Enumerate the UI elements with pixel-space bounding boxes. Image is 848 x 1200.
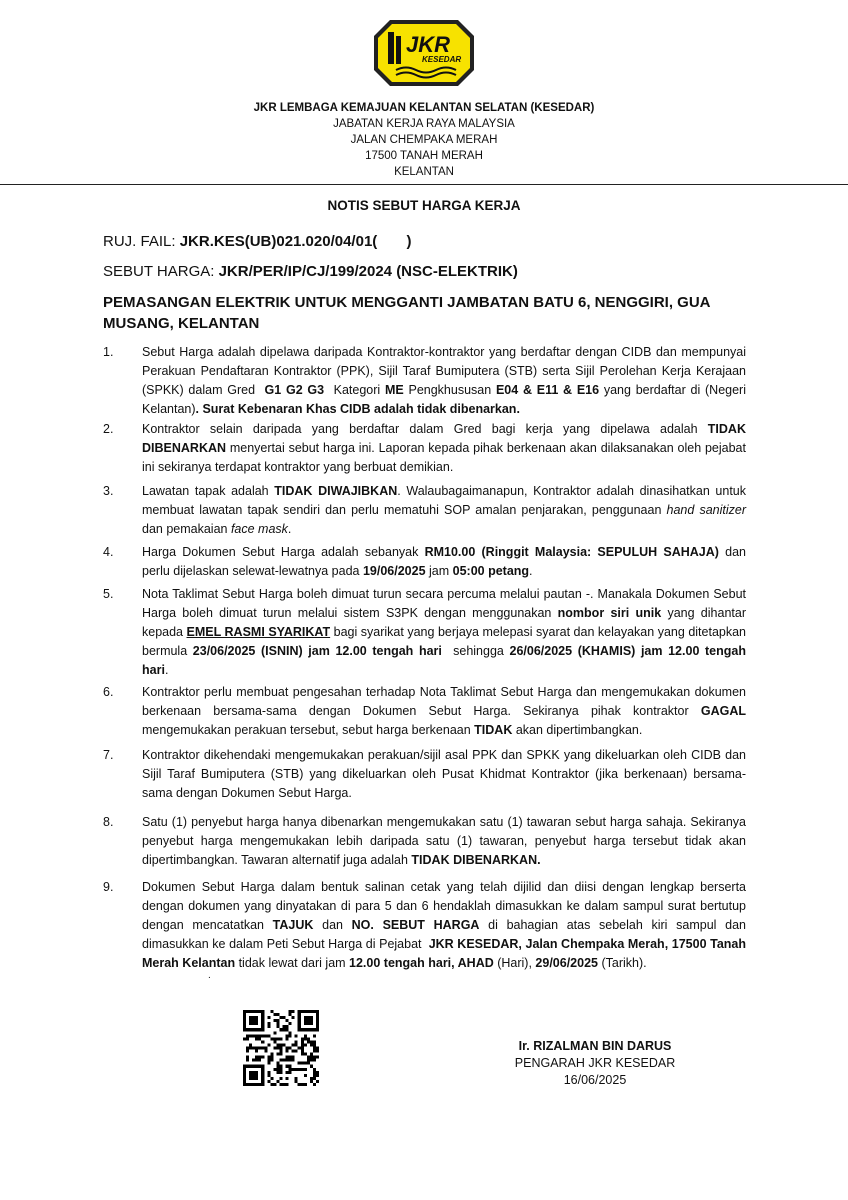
item-number: 1. [103, 345, 114, 359]
item-number: 6. [103, 685, 114, 699]
ref-file-value: JKR.KES(UB)021.020/04/01( ) [179, 233, 412, 250]
item-number: 5. [103, 587, 114, 601]
header-line5: KELANTAN [394, 166, 454, 178]
ref-quote-label: SEBUT HARGA: [103, 263, 219, 280]
item-number: 9. [103, 880, 114, 894]
header-address [0, 100, 848, 180]
item-text: Dokumen Sebut Harga dalam bentuk salinan cetak yang telah dijilid dan diisi dengan lengkap berserta dengan dokumen yang dinyatakan di para 5 dan 6 hendaklah dimasukkan ke dalam sampul surat bertutup dengan mencatatkan TAJUK dan NO. SEBUT HARGA di bahagian atas sebelah kiri sampul dan dimasukkan ke dalam Peti Sebut Harga di Pejabat JKR KESEDAR, Jalan Chempaka Merah, 17500 Tanah Merah Kelantan tidak lewat dari jam 12.00 tengah hari, AHAD (Hari), 29/06/2025 (Tarikh). [142, 880, 750, 970]
qr-code[interactable] [243, 1010, 319, 1086]
item-number: 8. [103, 815, 114, 829]
item-text: Kontraktor selain daripada yang berdaftar dalam Gred bagi kerja yang dipelawa adalah TIDAK DIBENARKAN menyertai sebut harga ini. Laporan kepada pihak berkenaan akan dilaksanakan oleh pejabat ini sekiranya terdapat kontraktor yang berbuat demikian. [142, 422, 746, 474]
item-text: Harga Dokumen Sebut Harga adalah sebanyak RM10.00 (Ringgit Malaysia: SEPULUH SAHAJA) dan perlu dijelaskan selewat-lewatnya pada 19/06/2025 jam 05:00 petang. [142, 545, 746, 578]
project-title: PEMASANGAN ELEKTRIK UNTUK MENGGANTI JAMBATAN BATU 6, NENGGIRI, GUA MUSANG, KELANTAN [103, 294, 710, 332]
item-number: 3. [103, 484, 114, 498]
ref-quote-value: JKR/PER/IP/CJ/199/2024 (NSC-ELEKTRIK) [218, 263, 518, 280]
notice-title: NOTIS SEBUT HARGA KERJA [327, 198, 521, 213]
logo-text-sub: KESEDAR [422, 55, 462, 64]
logo-text-main: JKR [406, 32, 451, 57]
ref-file-label: RUJ. FAIL: [103, 233, 180, 250]
signature-date: 16/06/2025 [563, 1073, 627, 1087]
ref-file [103, 233, 411, 250]
item-number: 2. [103, 422, 114, 436]
item-text: Lawatan tapak adalah TIDAK DIWAJIBKAN. Walaubagaimanapun, Kontraktor adalah dinasihatkan untuk membuat lawatan tapak sendiri dan perlu mematuhi SOP amalan penjarakan, penggunaan hand sanitizer dan pemakaian face mask. [142, 484, 747, 536]
item-text: Kontraktor dikehendaki mengemukakan perakuan/sijil asal PPK dan SPKK yang dikeluarkan oleh CIDB dan Sijil Taraf Bumiputera (STB) yang dikeluarkan oleh Pusat Khidmat Kontraktor (jika berkenaan) bersama-sama dengan Dokumen Sebut Harga. [142, 748, 746, 800]
trailing-dot: . [208, 970, 211, 981]
header-org: JKR LEMBAGA KEMAJUAN KELANTAN SELATAN (KESEDAR) [253, 102, 595, 114]
jkr-kesedar-logo [372, 18, 476, 88]
header-line4: 17500 TANAH MERAH [365, 150, 483, 162]
item-number: 7. [103, 748, 114, 762]
signature-block [470, 1038, 720, 1089]
ref-quote [103, 263, 518, 280]
signatory-position: PENGARAH JKR KESEDAR [514, 1056, 676, 1070]
signatory-name: Ir. RIZALMAN BIN DARUS [518, 1039, 672, 1053]
header-line3: JALAN CHEMPAKA MERAH [350, 134, 498, 146]
item-text: Kontraktor perlu membuat pengesahan terhadap Nota Taklimat Sebut Harga dan mengemukakan dokumen berkenaan bersama-sama dengan Dokumen Sebut Harga. Sekiranya pihak kontraktor GAGAL mengemukakan perakuan tersebut, sebut harga berkenaan TIDAK akan dipertimbangkan. [142, 685, 746, 737]
header-divider [0, 184, 848, 185]
item-text: Sebut Harga adalah dipelawa daripada Kontraktor-kontraktor yang berdaftar dengan CIDB dan mempunyai Perakuan Pendaftaran Kontraktor (PPK), Sijil Taraf Bumiputera (STB) serta Sijil Perolehan Kerja Kerajaan (SPKK) dalam Gred G1 G2 G3 Kategori ME Pengkhususan E04 & E11 & E16 yang berdaftar di (Negeri Kelantan). Surat Kebenaran Khas CIDB adalah tidak dibenarkan. [142, 345, 746, 416]
header-line2: JABATAN KERJA RAYA MALAYSIA [333, 118, 515, 130]
item-text: Satu (1) penyebut harga hanya dibenarkan mengemukakan satu (1) tawaran sebut harga sahaja. Sekiranya penyebut harga mengemukakan lebih daripada satu (1) tawaran, penyebut harga tersebut tidak akan dipertimbangkan. Tawaran alternatif juga adalah TIDAK DIBENARKAN. [142, 815, 746, 867]
item-text: Nota Taklimat Sebut Harga boleh dimuat turun secara percuma melalui pautan -. Manakala Dokumen Sebut Harga boleh dimuat turun melalui sistem S3PK dengan menggunakan nombor siri unik yang dihantar kepada EMEL RASMI SYARIKAT bagi syarikat yang berjaya melepasi syarat dan kelayakan yang ditetapkan bermula 23/06/2025 (ISNIN) jam 12.00 tengah hari sehingga 26/06/2025 (KHAMIS) jam 12.00 tengah hari. [142, 587, 747, 677]
item-number: 4. [103, 545, 114, 559]
